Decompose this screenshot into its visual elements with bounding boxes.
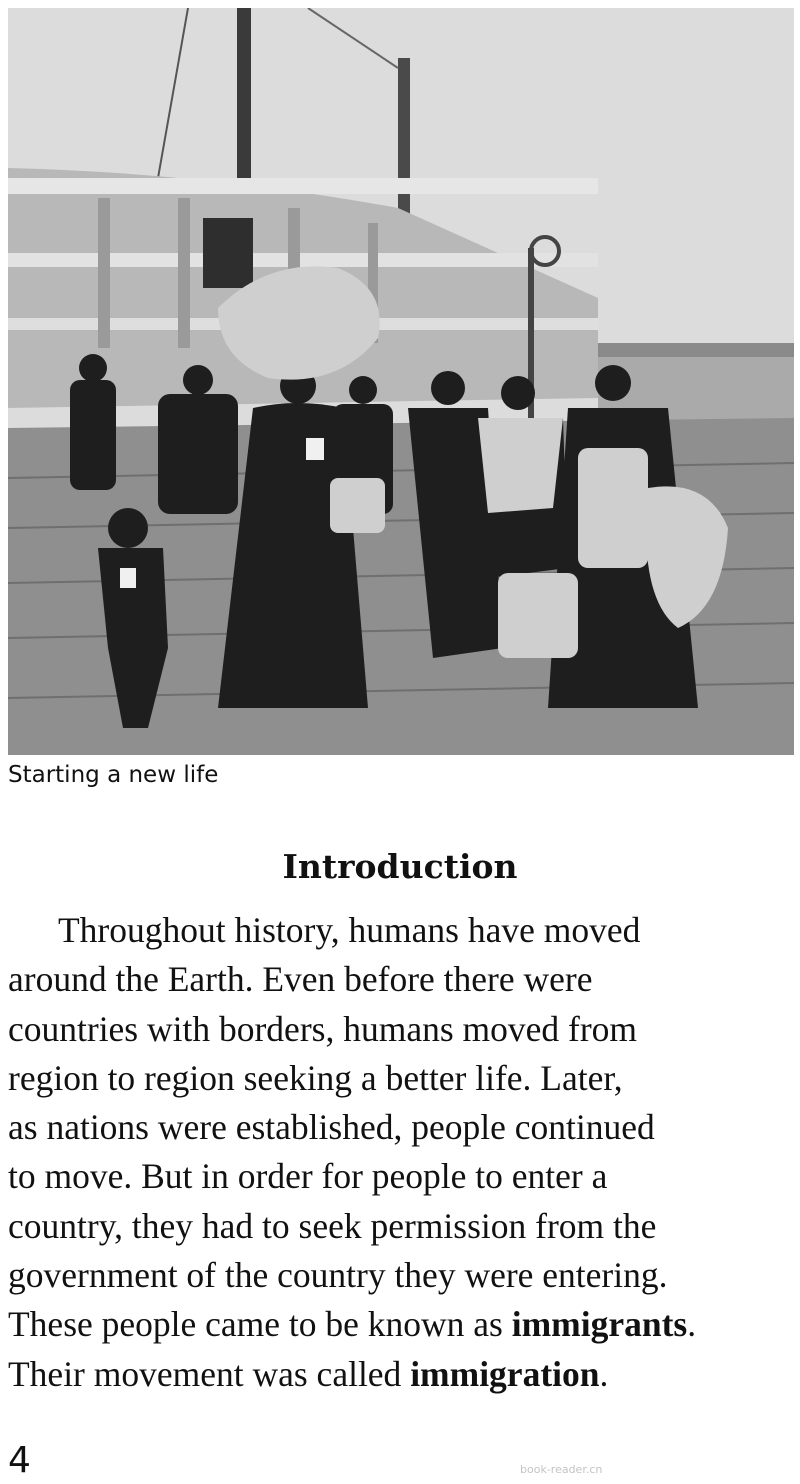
glossary-term-immigration: immigration [410,1353,600,1394]
watermark: book-reader.cn [520,1463,603,1476]
line-punctuation: . [599,1353,609,1394]
paragraph-line: country, they had to seek permission from the [8,1205,657,1246]
paragraph-line: region to region seeking a better life. Later, [8,1057,623,1098]
paragraph-line [8,1350,794,1399]
paragraph-line: countries with borders, humans moved from [8,1008,638,1049]
glossary-term-immigrants: immigrants [511,1304,688,1345]
body-paragraph [8,906,794,1399]
historical-photo [8,8,794,755]
paragraph-line: as nations were established, people continued [8,1107,655,1148]
photo-caption: Starting a new life [8,762,219,788]
immigrants-pier-illustration [8,8,794,755]
line-text: Their movement was called [8,1353,411,1394]
paragraph-line: Throughout history, humans have moved [58,910,641,950]
paragraph-line [8,1300,794,1349]
page-number: 4 [8,1440,31,1481]
paragraph-line: government of the country they were entering. [8,1255,668,1296]
line-text: These people came to be known as [8,1304,512,1345]
section-heading: Introduction [282,847,518,886]
paragraph-line: to move. But in order for people to enter a [8,1156,608,1197]
line-punctuation: . [687,1304,697,1345]
paragraph-line: around the Earth. Even before there were [8,959,593,1000]
